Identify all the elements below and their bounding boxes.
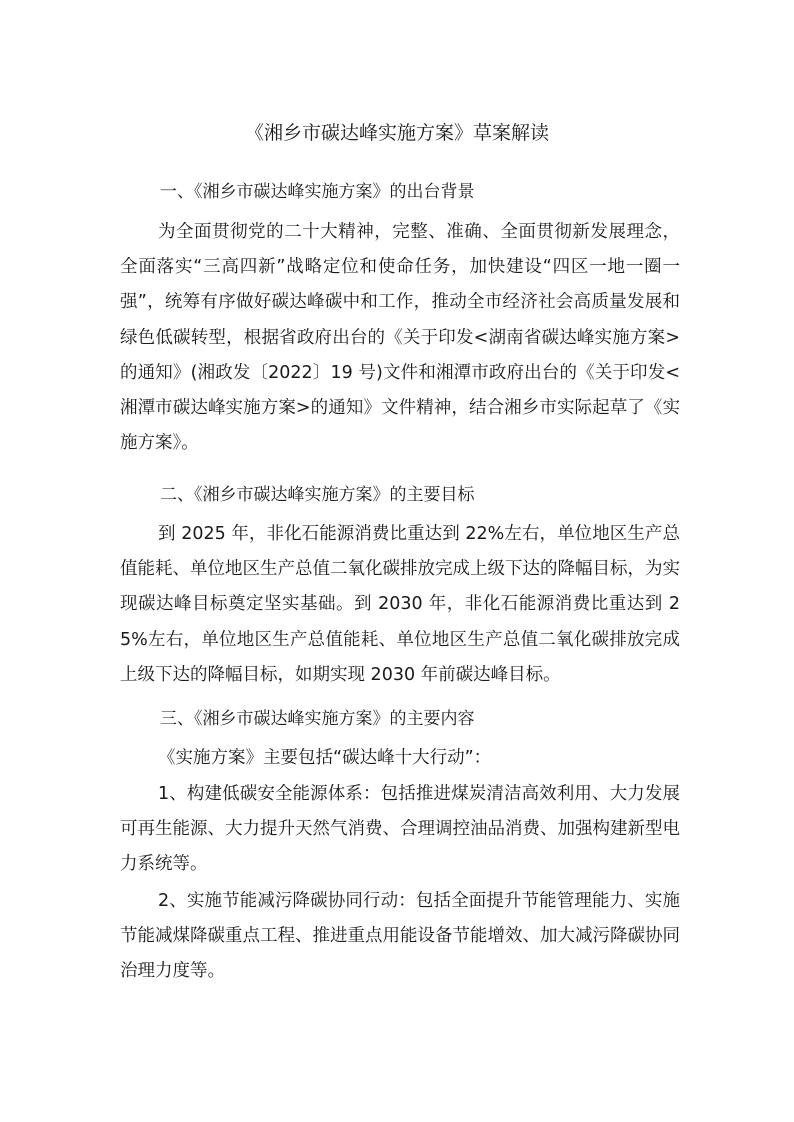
section-heading-contents: 三、《湘乡市碳达峰实施方案》的主要内容 (160, 709, 475, 729)
paragraph-contents-intro: 《实施方案》主要包括“碳达峰十大行动”： (158, 748, 492, 768)
paragraph-goals: 到 2025 年，非化石能源消费比重达到 22%左右，单位地区生产总值能耗、单位地区生产总值二氧化碳排放完成上级下达的降幅目标，为实现碳达峰目标奠定坚实基础。到 2030 年，非化石能源消费比重达到 25%左右，单位地区生产总值能耗、单位地区生产总值二氧化碳排放完成上级下达的降幅目标，如期实现 2030 年前碳达峰目标。 (120, 524, 680, 685)
paragraph-background: 为全面贯彻党的二十大精神，完整、准确、全面贯彻新发展理念，全面落实“三高四新”战略定位和使命任务，加快建设“四区一地一圈一强”，统筹有序做好碳达峰碳中和工作，推动全市经济社会高质量发展和绿色低碳转型，根据省政府出台的《关于印发<湖南省碳达峰实施方案>的通知》(湘政发〔2022〕19 号)文件和湘潭市政府出台的《关于印发<湘潭市碳达峰实施方案>的通知》文件精神，结合湘乡市实际起草了《实施方案》。 (120, 222, 680, 454)
document-title: 《湘乡市碳达峰实施方案》草案解读 (244, 122, 549, 144)
paragraph-action-2: 2、实施节能减污降碳协同行动：包括全面提升节能管理能力、实施节能减煤降碳重点工程、推进重点用能设备节能增效、加大减污降碳协同治理力度等。 (120, 891, 680, 982)
paragraph-action-1: 1、构建低碳安全能源体系：包括推进煤炭清洁高效利用、大力发展可再生能源、大力提升天然气消费、合理调控油品消费、加强构建新型电力系统等。 (120, 784, 680, 875)
section-heading-background: 一、《湘乡市碳达峰实施方案》的出台背景 (160, 182, 475, 202)
section-heading-goals: 二、《湘乡市碳达峰实施方案》的主要目标 (160, 485, 475, 505)
